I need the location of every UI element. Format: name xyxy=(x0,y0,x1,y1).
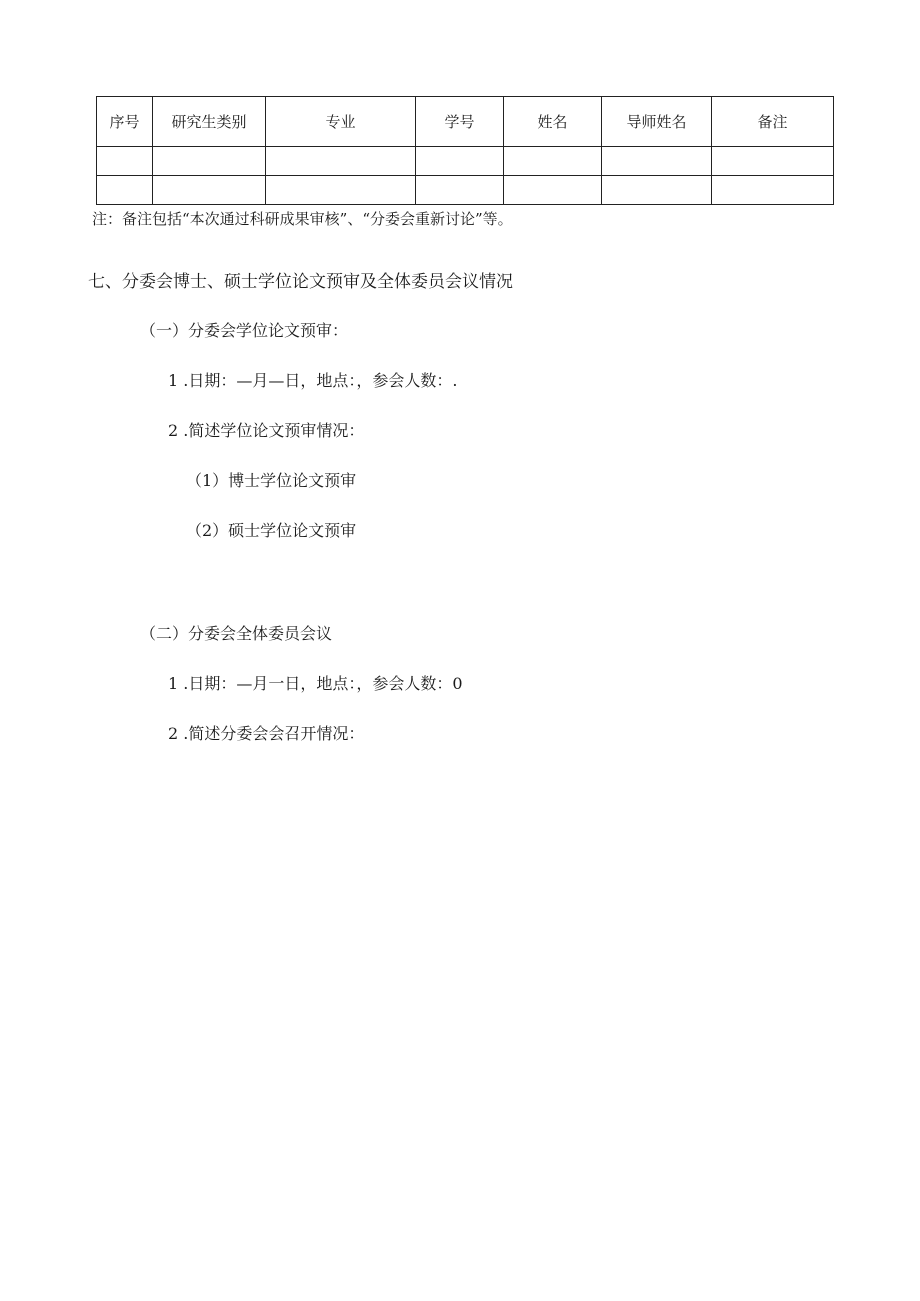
table-cell xyxy=(504,147,602,176)
header-name: 姓名 xyxy=(504,97,602,147)
prereview-date-location-item: 1 .日期：—月—日，地点：，参会人数：. xyxy=(168,371,458,390)
meeting-date-location-item: 1 .日期：—月一日，地点：，参会人数：0 xyxy=(168,674,463,693)
table-cell xyxy=(153,147,266,176)
table-cell xyxy=(602,147,712,176)
table-cell xyxy=(416,147,504,176)
meeting-summary-item: 2 .简述分委会会召开情况： xyxy=(168,724,365,743)
section-heading: 七、分委会博士、硕士学位论文预审及全体委员会议情况 xyxy=(88,272,513,292)
table-cell xyxy=(153,176,266,205)
table-header-row xyxy=(97,97,834,147)
prereview-summary-item: 2 .简述学位论文预审情况： xyxy=(168,421,365,440)
header-student-type: 研究生类别 xyxy=(153,97,266,147)
table-row xyxy=(97,176,834,205)
table-cell xyxy=(712,147,834,176)
header-serial: 序号 xyxy=(97,97,153,147)
student-table xyxy=(96,96,834,205)
subsection-thesis-prereview-title: （一）分委会学位论文预审： xyxy=(140,321,349,340)
table-note: 注：备注包括“本次通过科研成果审核”、“分委会重新讨论”等。 xyxy=(92,210,513,228)
doctoral-prereview-item: （1）博士学位论文预审 xyxy=(186,471,357,490)
table-cell xyxy=(266,176,416,205)
table-cell xyxy=(712,176,834,205)
subsection-plenary-meeting-title: （二）分委会全体委员会议 xyxy=(140,624,333,643)
table-cell xyxy=(97,176,153,205)
table-cell xyxy=(266,147,416,176)
table-cell xyxy=(416,176,504,205)
table-cell xyxy=(504,176,602,205)
header-remarks: 备注 xyxy=(712,97,834,147)
header-advisor-name: 导师姓名 xyxy=(602,97,712,147)
header-major: 专业 xyxy=(266,97,416,147)
table-cell xyxy=(602,176,712,205)
master-prereview-item: （2）硕士学位论文预审 xyxy=(186,521,357,540)
table-cell xyxy=(97,147,153,176)
header-student-id: 学号 xyxy=(416,97,504,147)
table-row xyxy=(97,147,834,176)
